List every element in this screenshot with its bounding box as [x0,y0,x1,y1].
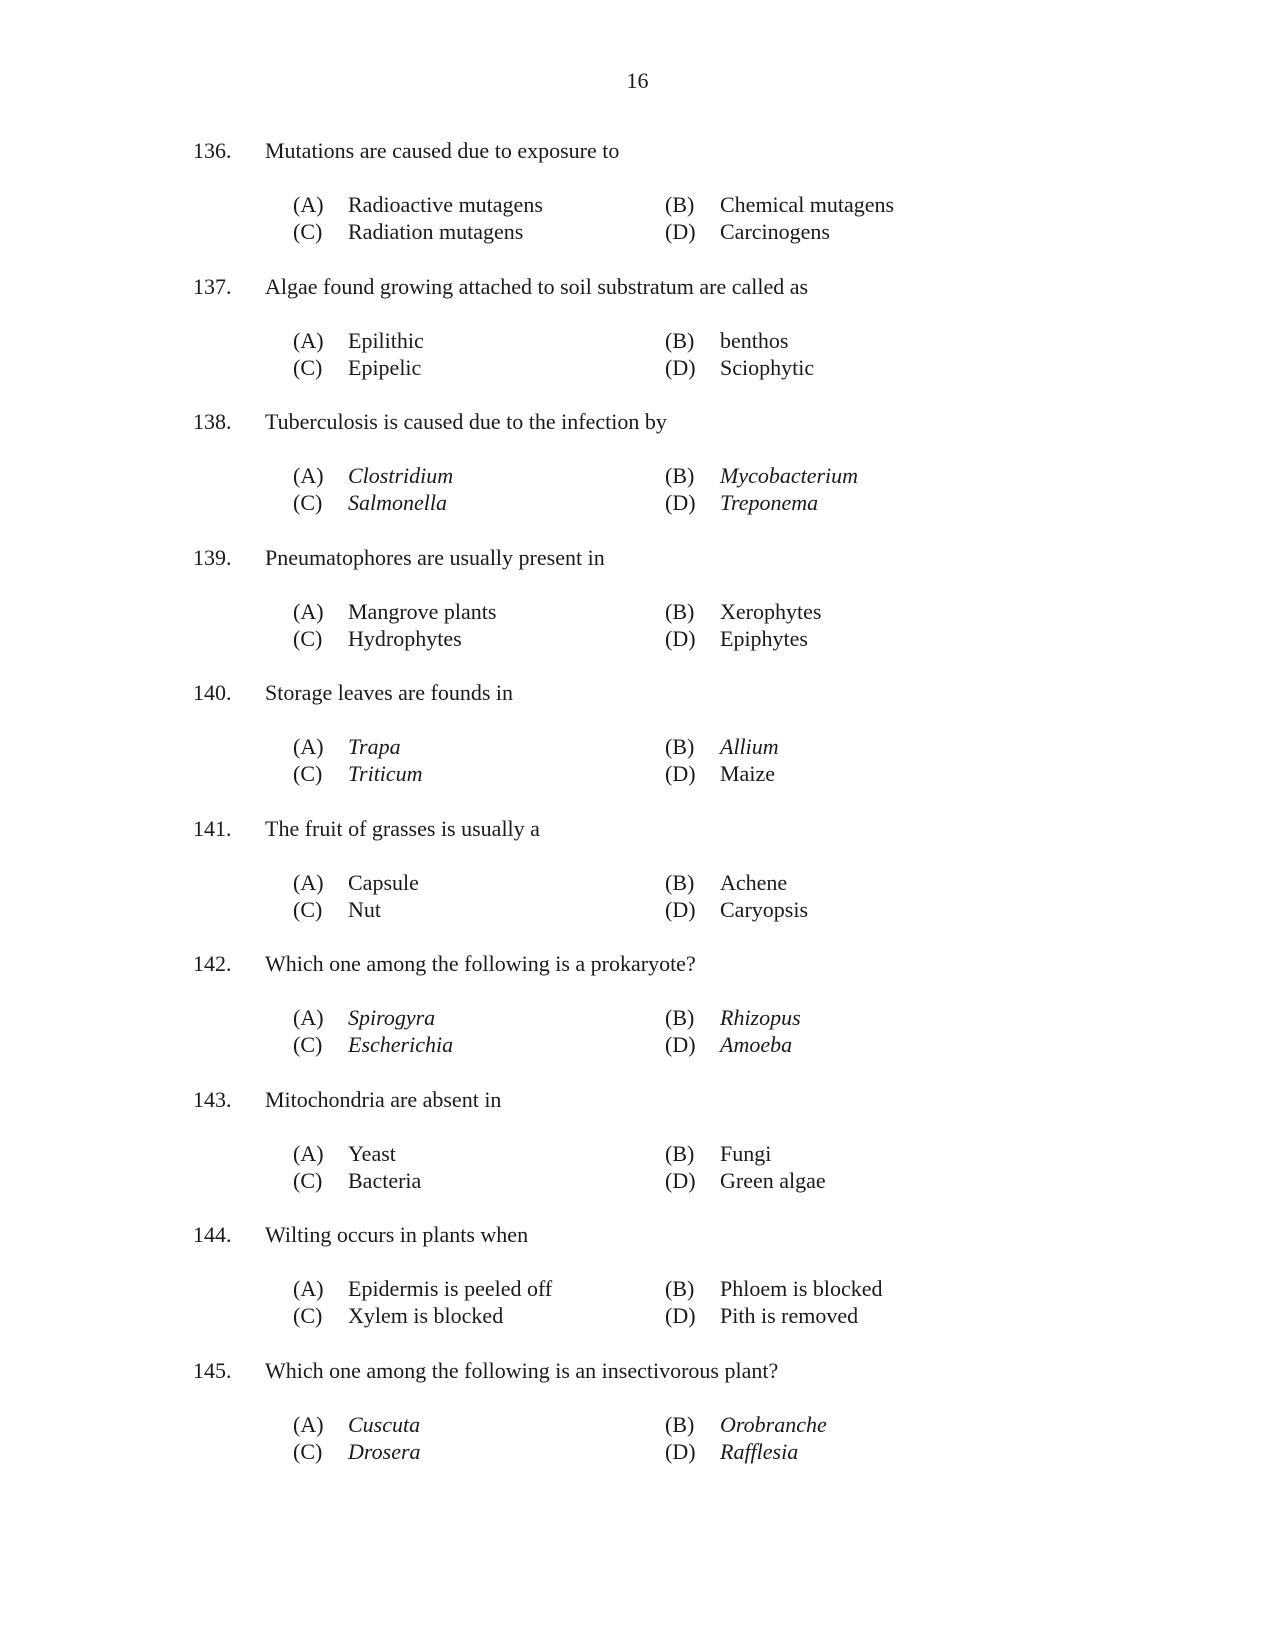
option-label: (C) [293,761,323,786]
option-label: (C) [293,490,323,515]
option-label: (A) [293,869,324,895]
question-139 [0,545,1275,681]
question-text: Pneumatophores are usually present in [265,544,605,570]
question-text: Algae found growing attached to soil substratum are called as [265,273,809,299]
question-list [0,138,1275,1493]
question-141 [0,816,1275,952]
option-label: (A) [293,1411,324,1437]
option-label: (C) [293,625,323,651]
option-label: (B) [665,327,695,353]
option-label: (A) [293,192,324,217]
option-label: (D) [665,896,696,922]
question-number: 142. [193,951,232,976]
option-text: Carcinogens [720,219,830,244]
question-number: 145. [193,1357,232,1383]
option-label: (D) [665,625,696,651]
option-text: Cuscuta [348,1411,421,1437]
question-text: Mitochondria are absent in [265,1086,502,1112]
option-text: Epilithic [348,327,424,353]
option-text: Capsule [348,869,419,895]
question-140 [0,680,1275,816]
option-label: (B) [665,1140,695,1166]
option-text: Chemical mutagens [720,192,895,217]
option-text: Hydrophytes [348,625,462,651]
option-label: (D) [665,1303,696,1328]
question-144 [0,1222,1275,1358]
option-text: Epipelic [348,354,422,380]
option-text: Yeast [348,1140,396,1166]
option-label: (A) [293,1140,324,1166]
question-number: 139. [193,544,232,570]
option-label: (D) [665,354,696,380]
option-label: (A) [293,598,324,624]
option-label: (C) [293,354,323,380]
question-text: Mutations are caused due to exposure to [265,138,620,163]
question-136 [0,138,1275,274]
option-text: Escherichia [348,1032,454,1057]
option-text: Orobranche [720,1411,827,1437]
option-label: (B) [665,463,695,488]
option-label: (C) [293,896,323,922]
option-label: (B) [665,598,695,624]
question-text: Storage leaves are founds in [265,680,514,705]
option-label: (B) [665,1005,695,1030]
option-text: Trapa [348,734,401,759]
option-text: Bacteria [348,1167,422,1193]
option-text: Rafflesia [720,1438,799,1464]
option-label: (C) [293,1303,323,1328]
question-number: 141. [193,815,232,841]
option-text: Caryopsis [720,896,808,922]
option-text: benthos [720,327,789,353]
option-label: (A) [293,1005,324,1030]
option-label: (C) [293,1167,323,1193]
option-label: (A) [293,327,324,353]
option-label: (D) [665,761,696,786]
option-text: Salmonella [348,490,447,515]
question-number: 143. [193,1086,232,1112]
option-text: Epidermis is peeled off [348,1276,553,1301]
option-text: Clostridium [348,463,454,488]
question-text: Tuberculosis is caused due to the infection by [265,409,667,434]
option-label: (D) [665,1032,696,1057]
option-label: (D) [665,219,696,244]
option-text: Allium [720,734,779,759]
option-label: (C) [293,1032,323,1057]
option-text: Spirogyra [348,1005,436,1030]
option-label: (C) [293,1438,323,1464]
option-text: Radioactive mutagens [348,192,543,217]
option-label: (A) [293,734,324,759]
option-text: Amoeba [720,1032,793,1057]
option-label: (B) [665,192,695,217]
page-number: 16 [626,68,649,93]
option-text: Xylem is blocked [348,1303,504,1328]
option-label: (D) [665,490,696,515]
option-text: Phloem is blocked [720,1276,883,1301]
option-text: Pith is removed [720,1303,859,1328]
option-text: Fungi [720,1140,772,1166]
option-text: Sciophytic [720,354,815,380]
option-text: Xerophytes [720,598,822,624]
question-number: 138. [193,409,232,434]
question-145 [0,1358,1275,1494]
option-label: (D) [665,1167,696,1193]
question-number: 144. [193,1222,232,1247]
option-text: Achene [720,869,788,895]
option-text: Rhizopus [720,1005,801,1030]
option-text: Radiation mutagens [348,219,524,244]
option-label: (A) [293,1276,324,1301]
option-label: (D) [665,1438,696,1464]
question-143 [0,1087,1275,1223]
question-number: 140. [193,680,232,705]
option-text: Triticum [348,761,423,786]
question-text: The fruit of grasses is usually a [265,815,540,841]
option-text: Maize [720,761,775,786]
option-label: (C) [293,219,323,244]
option-text: Treponema [720,490,819,515]
question-142 [0,951,1275,1087]
question-137 [0,274,1275,410]
question-number: 136. [193,138,232,163]
option-text: Green algae [720,1167,826,1193]
question-text: Wilting occurs in plants when [265,1222,529,1247]
option-text: Drosera [348,1438,421,1464]
question-138 [0,409,1275,545]
option-label: (A) [293,463,324,488]
option-label: (B) [665,734,695,759]
option-label: (B) [665,1276,695,1301]
question-number: 137. [193,273,232,299]
option-text: Epiphytes [720,625,808,651]
option-label: (B) [665,1411,695,1437]
option-text: Nut [348,896,381,922]
option-label: (B) [665,869,695,895]
question-text: Which one among the following is an insectivorous plant? [265,1357,779,1383]
option-text: Mycobacterium [720,463,859,488]
option-text: Mangrove plants [348,598,497,624]
question-text: Which one among the following is a prokaryote? [265,951,696,976]
